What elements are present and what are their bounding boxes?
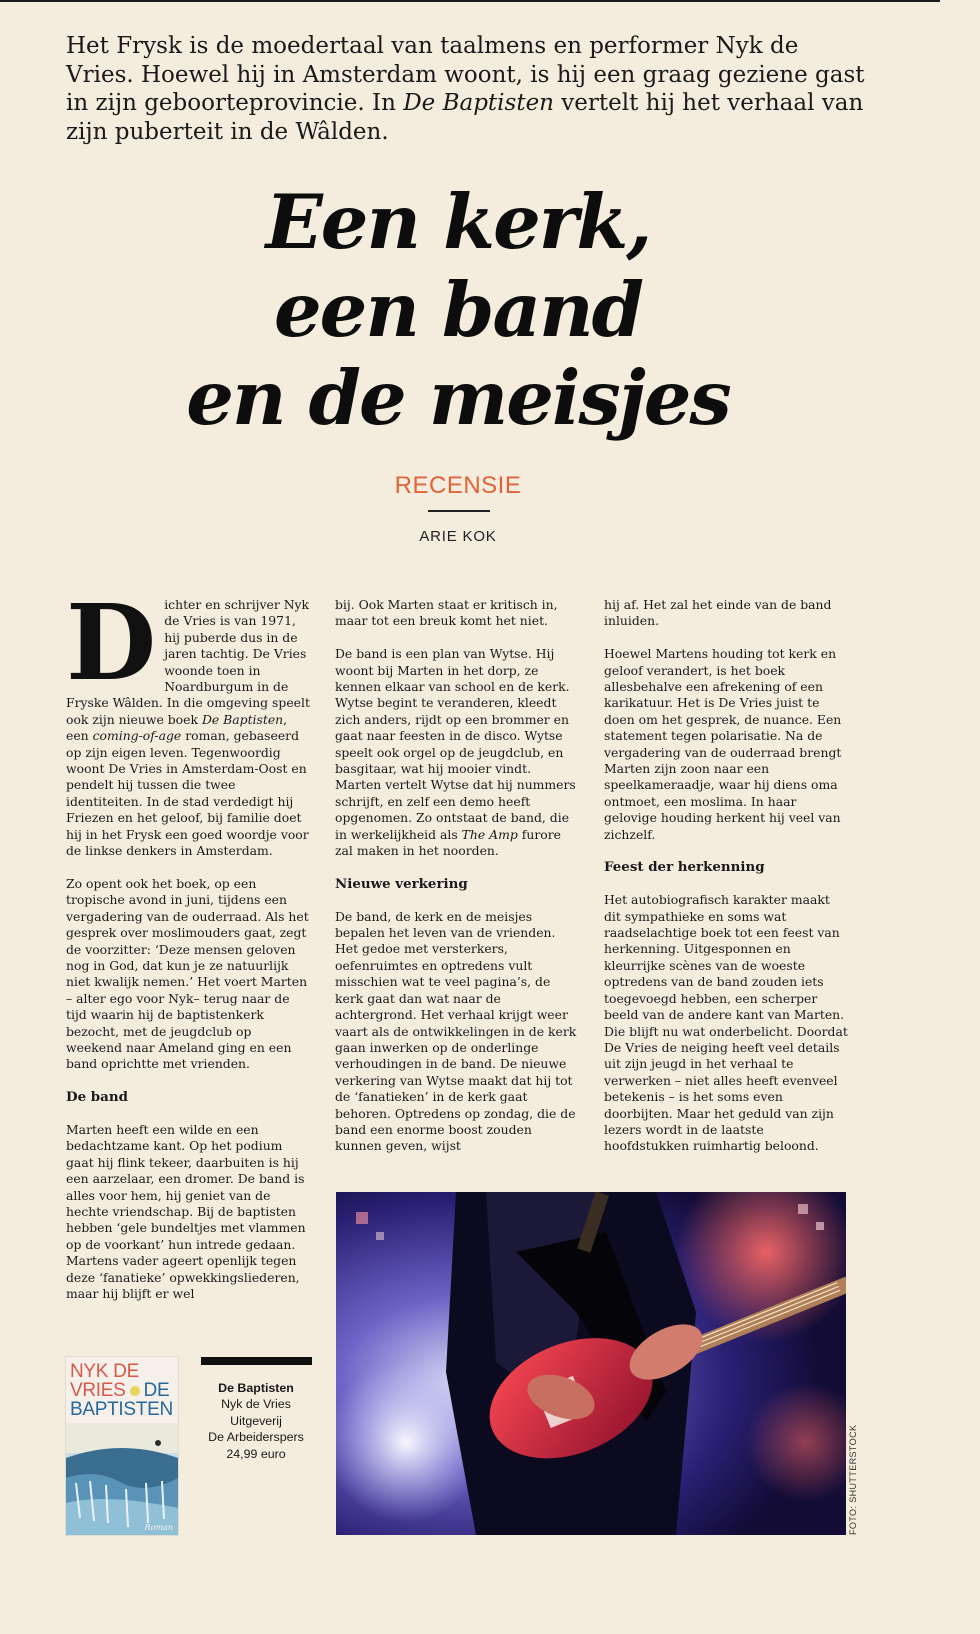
top-rule	[0, 0, 940, 2]
photo-credit: FOTO: SHUTTERSTOCK	[848, 1424, 858, 1535]
book-title-italic: De Baptisten	[201, 711, 284, 727]
book-info	[186, 1380, 326, 1462]
kicker-divider	[428, 510, 490, 512]
paragraph-6: De band, de kerk en de meisjes bepalen het leven van de vrienden. Het gedoe met versterkers, oefenruimtes en optredens vult misschien wat te veel pagina’s, de kerk gaat dan wat naar de achtergrond. Het verhaal krijgt weer vaart als de ontwikkelingen in de kerk gaan inwerken op de onderlinge verhoudingen in de band. De nieuwe verkering van Wytse maakt dat hij tot de ‘fanatieken’ in de kerk gaat behoren. Optredens op zondag, die de band een enorme boost zouden kunnen geven, wijst	[335, 908, 577, 1154]
cover-title-de: DE	[143, 1380, 170, 1401]
book-info-author: Nyk de Vries	[221, 1397, 291, 1412]
book-cover	[66, 1357, 178, 1535]
book-info-publisher-2: De Arbeiderspers	[208, 1430, 304, 1445]
paragraph-4: bij. Ook Marten staat er kritisch in, maar tot een breuk komt het niet.	[335, 597, 558, 629]
headline-line-1: Een kerk,	[265, 178, 651, 266]
section-kicker: RECENSIE	[394, 472, 522, 499]
paragraph-1	[66, 581, 311, 860]
intro-text-end: vertelt hij het verhaal van zijn puberteit in de Wâlden.	[66, 90, 864, 146]
cover-author-surname: VRIES	[70, 1380, 126, 1401]
cover-title-line-2	[70, 1380, 169, 1401]
subheading-de-band: De band	[66, 1089, 128, 1106]
headline	[0, 178, 916, 442]
cover-title-line-1: NYK DE	[70, 1361, 139, 1382]
article-column-1	[66, 581, 311, 1319]
cover-illustration	[66, 1423, 178, 1535]
book-info-price: 24,99 euro	[226, 1446, 286, 1461]
paragraph-5	[335, 646, 580, 859]
paragraph-text: roman, gebaseerd op zijn eigen leven. Tegenwoordig woont De Vries in Amsterdam-Oost en pendelt hij tussen die twee identiteiten. In de stad verdedigt hij Friezen en het geloof, bij familie doet hij in het Frysk een goed woordje voor de linkse denkers in Amsterdam.	[66, 728, 309, 859]
drop-cap: D	[66, 581, 157, 704]
paragraph-text: ichter en schrijver Nyk de Vries is van 1971, hij puberde dus in de jaren tachtig. De Vries woonde toen in Noardburgum in de Fryske Wâlden. In die omgeving speelt ook zijn nieuwe boek	[66, 597, 310, 727]
band-name-italic: The Amp	[461, 826, 518, 842]
subheading-nieuwe-verkering: Nieuwe verkering	[335, 875, 468, 892]
headline-line-3: en de meisjes	[186, 354, 730, 442]
cover-title-line-3: BAPTISTEN	[70, 1399, 173, 1420]
article-column-2	[335, 597, 580, 1171]
paragraph-text: furore zal maken in het noorden.	[335, 826, 561, 859]
paragraph-9: Het autobiografisch karakter maakt dit sympathieke en soms wat raadselachtige boek tot een feest van herkenning. Uitgesponnen en kleurrijke scènes van de woeste optredens van de band zouden iets toegevoegd hebben, een scherper beeld van de andere kant van Marten. Die blijft nu wat onderbelicht. Doordat De Vries de neiging heeft veel details uit zijn jeugd in het verhaal te verwerken – niet alles heeft evenveel betekenis – is het soms even doorbijten. Maar het geduld van zijn lezers wordt in de laatste hoofdstukken ruimhartig beloond.	[604, 892, 848, 1154]
book-info-publisher-1: Uitgeverij	[230, 1413, 282, 1428]
headline-line-2: een band	[273, 266, 643, 354]
cover-genre: Roman	[144, 1523, 173, 1532]
paragraph-3: Marten heeft een wilde en een bedachtzame kant. Op het podium gaat hij flink tekeer, daarbuiten is hij een aarzelaar, een dromer. De band is alles voor hem, hij geniet van de hechte vriendschap. Bij de baptisten hebben ‘gele bundeltjes met vlammen op de voorkant’ hun intrede gedaan. Martens vader ageert openlijk tegen deze ‘fanatieke’ opwekkingsliederen, maar hij blijft er wel	[66, 1121, 306, 1302]
byline: ARIE KOK	[419, 528, 497, 545]
italic-term: coming-of-age	[92, 728, 182, 744]
article-column-3	[604, 597, 849, 1171]
intro-lead	[66, 32, 866, 147]
paragraph-7: hij af. Het zal het einde van de band inluiden.	[604, 597, 832, 629]
paragraph-2: Zo opent ook het boek, op een tropische avond in juni, tijdens een vergadering van de ouderraad. Als het gesprek over moslimouders gaat, zegt de voorzitter: ‘Deze mensen geloven nog in God, dat kun je ze natuurlijk niet kwalijk nemen.’ Het voert Marten – alter ego voor Nyk– terug naar de tijd waarin hij de baptistenkerk bezocht, met de jeugdclub op weekend naar Ameland ging en een band oprichtte met vrienden.	[66, 875, 309, 1072]
book-info-bar	[201, 1357, 312, 1365]
publisher-logo-icon	[130, 1386, 140, 1396]
intro-book-title: De Baptisten	[403, 90, 554, 117]
paragraph-8: Hoewel Martens houding tot kerk en geloof verandert, is het boek allesbehalve een afrekening of een karikatuur. Het is De Vries juist te doen om het gesprek, de nuance. Een statement tegen polarisatie. Na de vergadering van de ouderraad brengt Marten zijn zoon naar een speelkameraadje, waar hij diens oma ontmoet, een moslima. In haar gelovige houding herkent hij veel van zichzelf.	[604, 646, 842, 842]
intro-text: Het Frysk is de moedertaal van taalmens en performer Nyk de Vries. Hoewel hij in Amsterdam woont, is hij een graag geziene gast in zijn geboorteprovincie. In	[66, 33, 865, 117]
book-info-title: De Baptisten	[218, 1381, 294, 1395]
subheading-feest-der-herkenning: Feest der herkenning	[604, 859, 765, 876]
paragraph-text: , een	[66, 711, 288, 744]
paragraph-text: De band is een plan van Wytse. Hij woont bij Marten in het dorp, ze kennen elkaar van school en de kerk. Wytse begint te veranderen, kleedt zich anders, rijdt op een brommer en gaat naar feesten in de disco. Wytse speelt ook orgel op de jeugdclub, en basgitaar, wat hij mooier vindt. Marten vertelt Wytse dat hij nummers schrijft, en zelf een demo heeft opgenomen. Zo ontstaat de band, die in werkelijkheid als	[335, 646, 576, 842]
guitarist-photo	[336, 1192, 846, 1535]
